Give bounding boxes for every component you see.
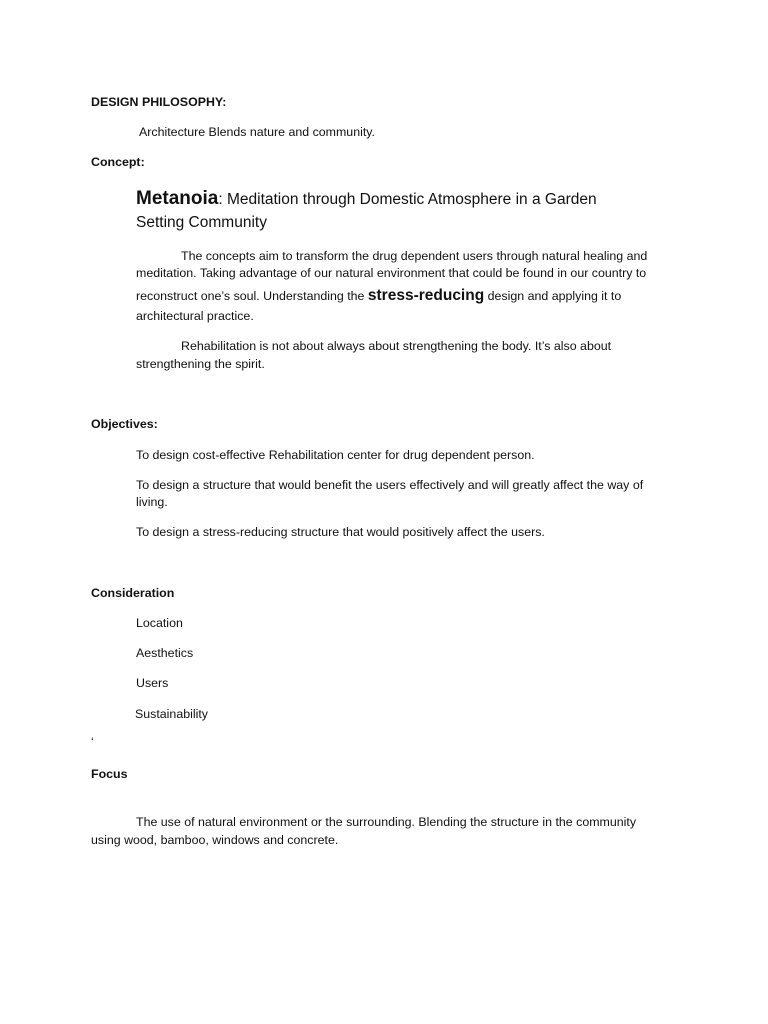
para1-line3-pre: reconstruct one’s soul. Understanding the [136, 289, 368, 303]
concept-para1-line1: The concepts aim to transform the drug dependent users through natural healing and [181, 249, 648, 263]
design-philosophy-heading: DESIGN PHILOSOPHY: [91, 95, 227, 109]
objectives-heading: Objectives: [91, 417, 158, 431]
objective-item-3: To design a stress-reducing structure that would positively affect the users. [136, 525, 545, 539]
focus-heading: Focus [91, 767, 128, 781]
design-philosophy-text: Architecture Blends nature and community. [139, 125, 375, 139]
objective-item-2-line1: To design a structure that would benefit the users effectively and will greatly affect the way of [136, 478, 644, 492]
consideration-item-users: Users [136, 676, 169, 690]
stress-reducing-emphasis: stress-reducing [367, 287, 485, 304]
para1-line3-post: design and applying it to [484, 289, 622, 303]
consideration-item-location: Location [136, 616, 183, 630]
focus-line-2: using wood, bamboo, windows and concrete. [91, 833, 339, 847]
consideration-item-aesthetics: Aesthetics [136, 646, 194, 660]
concept-para1-line4: architectural practice. [136, 309, 254, 323]
consideration-heading: Consideration [91, 586, 175, 600]
consideration-item-sustainability: Sustainability [135, 707, 209, 721]
concept-title [136, 187, 597, 212]
objective-item-1: To design cost-effective Rehabilitation center for drug dependent person. [136, 448, 535, 462]
concept-title-word: Metanoia [136, 188, 219, 209]
focus-line-1: The use of natural environment or the surrounding. Blending the structure in the community [136, 815, 637, 829]
concept-title-line2: Setting Community [136, 214, 267, 231]
concept-heading: Concept: [91, 155, 145, 169]
stray-mark: ‘ [91, 735, 94, 749]
concept-para2-line1: Rehabilitation is not about always about strengthening the body. It’s also about [181, 339, 612, 353]
concept-para1-line2: meditation. Taking advantage of our natural environment that could be found in our country to [136, 266, 647, 280]
concept-para2-line2: strengthening the spirit. [136, 357, 265, 371]
concept-title-rest: : Meditation through Domestic Atmosphere in a Garden [218, 191, 597, 208]
objective-item-2-line2: living. [136, 495, 168, 509]
concept-para1-line3 [136, 285, 621, 307]
